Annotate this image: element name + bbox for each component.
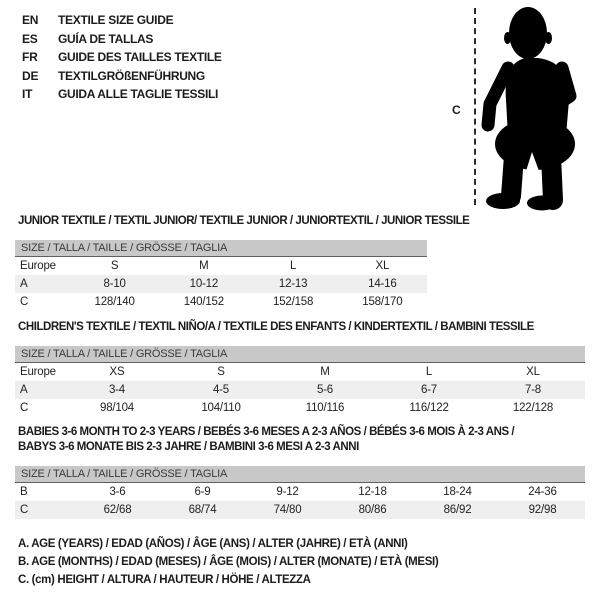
size-cell: 104/110 xyxy=(201,402,241,414)
size-cell: 152/158 xyxy=(273,296,314,308)
height-measure-line xyxy=(474,8,476,205)
size-cell: 128/140 xyxy=(94,296,135,308)
children-textile-section xyxy=(15,320,585,417)
language-code: FR xyxy=(22,50,38,64)
language-title: TEXTILE SIZE GUIDE xyxy=(58,13,174,27)
height-measure-label: C xyxy=(452,103,461,117)
row-label: Europe xyxy=(20,260,56,272)
language-row xyxy=(22,11,222,30)
language-title: GUIDA ALLE TAGLIE TESSILI xyxy=(58,87,219,101)
row-label: B xyxy=(20,486,28,498)
table-title xyxy=(18,425,585,455)
size-cell: 6-7 xyxy=(377,381,481,399)
language-title: TEXTILGRÖßENFÜHRUNG xyxy=(58,68,205,83)
size-cell: 24-36 xyxy=(528,486,557,498)
size-cell: 14-16 xyxy=(338,275,427,293)
language-guide xyxy=(22,11,222,104)
size-cell: XL xyxy=(526,366,540,378)
legend-note: C. (cm) HEIGHT / ALTURA / HAUTEUR / HÖHE / ALTEZZA xyxy=(18,574,311,586)
legend-notes xyxy=(18,535,438,589)
table-row xyxy=(15,293,427,311)
language-title: GUIDE DES TAILLES TEXTILE xyxy=(58,50,222,64)
size-cell: S xyxy=(217,366,225,378)
row-label: C xyxy=(20,296,29,308)
size-cell: XS xyxy=(109,366,125,378)
size-cell: L xyxy=(425,366,433,378)
size-cell: 3-4 xyxy=(65,381,169,399)
size-cell: 12-13 xyxy=(249,275,338,293)
size-header-bar: SIZE / TALLA / TAILLE / GRÖSSE / TAGLIA xyxy=(15,240,427,257)
table-title-line2: BABYS 3-6 MONATE BIS 2-3 JAHRE / BAMBINI 3-6 MESI A 2-3 ANNI xyxy=(18,441,359,453)
size-cell: 98/104 xyxy=(100,402,134,414)
table-title-line1: BABIES 3-6 MONTH TO 2-3 YEARS / BEBÉS 3-6 MESES A 2-3 AÑOS / BÉBÉS 3-6 MOIS À 2-3 ANS / xyxy=(18,426,515,438)
size-header-bar: SIZE / TALLA / TAILLE / GRÖSSE / TAGLIA xyxy=(15,466,585,483)
size-cell: 122/128 xyxy=(512,402,554,414)
size-cell: 86/92 xyxy=(415,501,500,519)
size-cell: 18-24 xyxy=(443,486,472,498)
size-cell: 3-6 xyxy=(109,486,126,498)
size-cell: 110/116 xyxy=(305,402,345,414)
table-title: JUNIOR TEXTILE / TEXTIL JUNIOR/ TEXTILE JUNIOR / JUNIORTEXTIL / JUNIOR TESSILE xyxy=(18,215,470,227)
language-row xyxy=(22,67,222,86)
table-row xyxy=(15,381,585,399)
size-cell: 10-12 xyxy=(159,275,248,293)
size-cell: 4-5 xyxy=(169,381,273,399)
language-row xyxy=(22,30,222,49)
babies-textile-section xyxy=(15,425,585,519)
table-row xyxy=(15,399,585,417)
size-cell: 68/74 xyxy=(160,501,245,519)
language-row xyxy=(22,85,222,104)
row-label: A xyxy=(15,275,70,293)
language-code: DE xyxy=(22,68,39,83)
junior-size-table xyxy=(15,257,427,311)
row-label: C xyxy=(20,402,29,414)
size-cell: 116/122 xyxy=(409,402,449,414)
junior-textile-section xyxy=(15,214,470,311)
toddler-silhouette-image xyxy=(478,4,595,212)
size-cell: 5-6 xyxy=(273,381,377,399)
language-code: IT xyxy=(22,87,33,101)
size-cell: 9-12 xyxy=(276,486,299,498)
row-label: A xyxy=(15,381,65,399)
children-size-table xyxy=(15,363,585,417)
size-cell: 8-10 xyxy=(70,275,159,293)
baby-figure xyxy=(440,0,600,215)
size-cell: 74/80 xyxy=(245,501,330,519)
legend-note: A. AGE (YEARS) / EDAD (AÑOS) / ÂGE (ANS) / ALTER (JAHRE) / ETÀ (ANNI) xyxy=(18,538,408,550)
size-cell: 7-8 xyxy=(481,381,585,399)
table-row xyxy=(15,483,585,501)
size-cell: 140/152 xyxy=(183,296,224,308)
row-label: Europe xyxy=(20,366,56,378)
language-title: GUÍA DE TALLAS xyxy=(58,31,154,46)
size-cell: M xyxy=(320,366,330,378)
row-label: C xyxy=(15,501,75,519)
legend-note: B. AGE (MONTHS) / EDAD (MESES) / ÂGE (MOIS) / ALTER (MONATE) / ETÀ (MESI) xyxy=(18,556,439,568)
table-title: CHILDREN'S TEXTILE / TEXTIL NIÑO/A / TEXTILE DES ENFANTS / KINDERTEXTIL / BAMBINI TESSILE xyxy=(18,321,534,333)
babies-size-table xyxy=(15,483,585,519)
size-cell: 12-18 xyxy=(358,486,387,498)
size-cell: 6-9 xyxy=(194,486,211,498)
size-cell: 158/170 xyxy=(362,296,403,308)
size-cell: XL xyxy=(375,260,390,272)
size-cell: 92/98 xyxy=(500,501,585,519)
table-row xyxy=(15,363,585,381)
size-cell: L xyxy=(290,260,297,272)
table-row xyxy=(15,275,427,293)
language-row xyxy=(22,48,222,67)
size-cell: M xyxy=(199,260,209,272)
size-header-bar: SIZE / TALLA / TAILLE / GRÖSSE / TAGLIA xyxy=(15,346,585,363)
language-code: ES xyxy=(22,31,38,46)
table-row xyxy=(15,257,427,275)
size-cell: 80/86 xyxy=(330,501,415,519)
table-row xyxy=(15,501,585,519)
size-cell: 62/68 xyxy=(75,501,160,519)
size-cell: S xyxy=(110,260,119,272)
language-code: EN xyxy=(22,13,39,27)
